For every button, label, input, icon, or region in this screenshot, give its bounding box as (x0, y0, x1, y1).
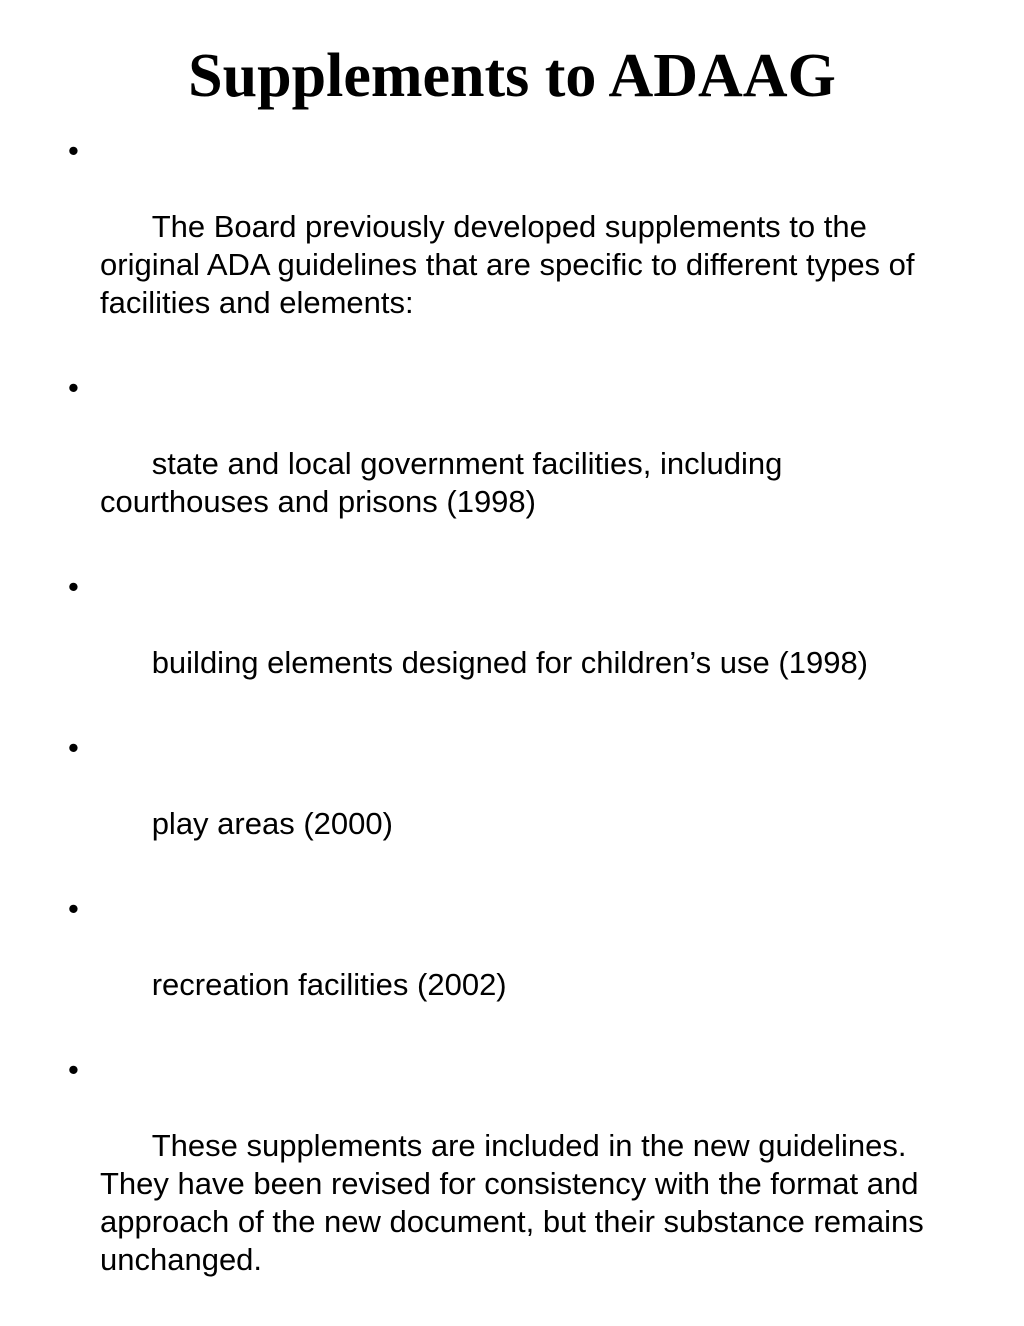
bullet-icon: • (68, 891, 79, 926)
bullet-icon: • (68, 569, 79, 604)
bullet-text: These supplements are included in the new guidelines. They have been revised for consistency with the format and approach of the new document, but their substance remains unchanged. (100, 1128, 933, 1277)
bullet-icon: • (68, 133, 79, 168)
bullet-text: recreation facilities (2002) (151, 967, 507, 1002)
bullet-item-1 (66, 132, 946, 360)
bullet-list (66, 132, 946, 1326)
bullet-item-4 (66, 729, 946, 881)
bullet-text: The Board previously developed supplements to the original ADA guidelines that are specific to different types of facilities and elements: (100, 209, 924, 320)
bullet-item-2 (66, 369, 946, 559)
slide-title: Supplements to ADAAG (188, 42, 836, 110)
bullet-item-3 (66, 568, 946, 720)
bullet-icon: • (68, 730, 79, 765)
bullet-text: play areas (2000) (151, 806, 393, 841)
bullet-text: state and local government facilities, including courthouses and prisons (1998) (100, 446, 791, 519)
bullet-item-5 (66, 890, 946, 1042)
bullet-item-6 (66, 1051, 946, 1317)
bullet-icon: • (68, 1052, 79, 1087)
bullet-icon: • (68, 370, 79, 405)
bullet-text: building elements designed for children’s use (1998) (151, 645, 869, 680)
